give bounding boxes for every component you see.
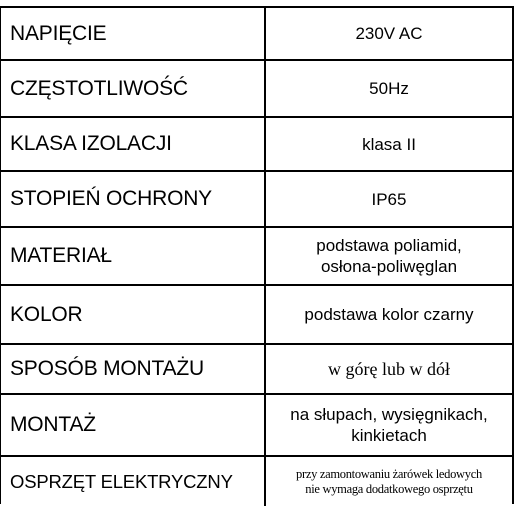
- specification-table: [0, 6, 514, 504]
- row-value-line: na słupach, wysięgnikach,: [290, 405, 488, 424]
- row-label: KOLOR: [1, 286, 266, 343]
- row-label: MATERIAŁ: [1, 228, 266, 284]
- row-value-line: nie wymaga dodatkowego osprzętu: [305, 481, 473, 496]
- table-row: [1, 228, 512, 286]
- row-value-line: 50Hz: [369, 79, 409, 98]
- row-value-line: 230V AC: [355, 24, 423, 43]
- row-value-line: w górę lub w dół: [328, 358, 450, 379]
- row-value: [266, 172, 512, 226]
- table-row: [1, 61, 512, 118]
- row-label: SPOSÓB MONTAŻU: [1, 345, 266, 393]
- row-value-line: klasa II: [362, 134, 416, 154]
- table-row: [1, 8, 512, 61]
- row-value-line: przy zamontowaniu żarówek ledowych: [296, 466, 482, 481]
- row-label: CZĘSTOTLIWOŚĆ: [1, 61, 266, 116]
- table-row: [1, 457, 512, 506]
- row-value-line: podstawa kolor czarny: [304, 305, 474, 324]
- row-value: [266, 457, 512, 506]
- row-value-line: IP65: [371, 189, 407, 209]
- row-value: [266, 228, 512, 284]
- row-label: KLASA IZOLACJI: [1, 118, 266, 170]
- row-value-line: osłona-poliwęglan: [320, 257, 458, 276]
- table-row: [1, 118, 512, 172]
- row-value: [266, 8, 512, 59]
- table-row: [1, 172, 512, 228]
- row-value: [266, 61, 512, 116]
- row-label: OSPRZĘT ELEKTRYCZNY: [1, 457, 266, 506]
- table-row: [1, 395, 512, 457]
- table-row: [1, 286, 512, 345]
- row-value: [266, 286, 512, 343]
- row-label: MONTAŻ: [1, 395, 266, 455]
- row-value: [266, 118, 512, 170]
- row-label: STOPIEŃ OCHRONY: [1, 172, 266, 226]
- row-label: NAPIĘCIE: [1, 8, 266, 59]
- row-value-line: podstawa poliamid,: [316, 236, 462, 255]
- table-row: [1, 345, 512, 395]
- row-value: [266, 345, 512, 393]
- row-value-line: kinkietach: [351, 426, 427, 445]
- row-value: [266, 395, 512, 455]
